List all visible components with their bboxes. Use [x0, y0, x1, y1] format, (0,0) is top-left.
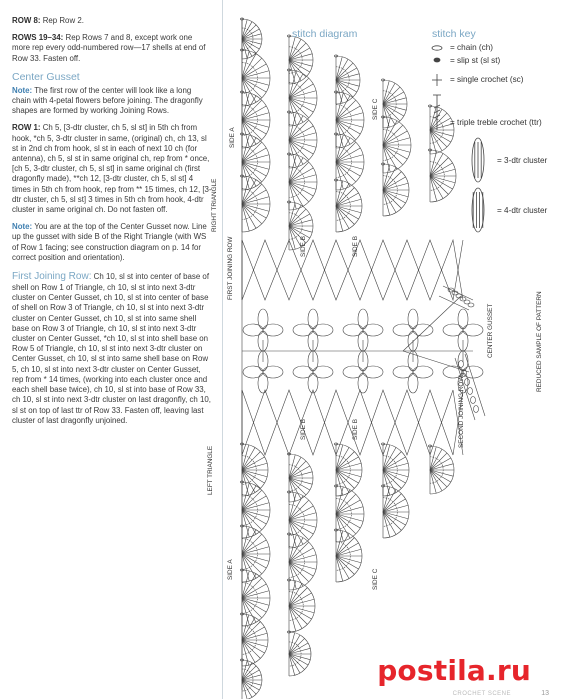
shell [428, 445, 454, 494]
shell [287, 153, 317, 210]
stitch-diagram [223, 0, 561, 699]
sample-link [403, 296, 461, 351]
brand-watermark: postila.ru [377, 654, 531, 687]
shell [240, 659, 262, 699]
label-first-joining: FIRST JOINING ROW [227, 236, 234, 300]
first-joining-heading: First Joining Row: [12, 271, 92, 283]
cluster-symbol [472, 188, 484, 232]
shell-fans [240, 18, 456, 699]
first-joining-paragraph [12, 270, 212, 426]
reduced-sample-strip [403, 286, 485, 420]
shell [334, 529, 362, 582]
label-side-c-top: SIDE C [372, 98, 379, 120]
row1-paragraph [12, 123, 212, 215]
label-second-joining: SECOND JOINING ROW [458, 375, 465, 448]
label-side-b-4: SIDE B [352, 419, 359, 440]
shell [287, 453, 313, 502]
rows19-label: ROWS 19–34: [12, 33, 64, 43]
key-title: stitch key [432, 28, 476, 40]
shell [381, 163, 409, 216]
note2-paragraph [12, 222, 212, 263]
footer-publication: CROCHET SCENE [452, 691, 511, 697]
slip-stitch-symbol [434, 58, 440, 62]
label-side-a-bottom: SIDE A [227, 559, 234, 580]
shell [334, 179, 362, 232]
row8-paragraph [12, 16, 212, 26]
shell [428, 105, 454, 154]
note1-text: The first row of the center will look like a long chain with 4-petal flowers before joining. The dragonfly shapes are formed by working Joining Rows. [12, 85, 203, 116]
note1-paragraph [12, 86, 212, 117]
shell [240, 18, 262, 59]
instructions-column [12, 16, 212, 433]
row8-text: Rep Row 2. [40, 16, 84, 25]
label-side-a-top: SIDE A [229, 127, 236, 148]
shell [428, 149, 456, 202]
label-side-c-bottom: SIDE C [372, 568, 379, 590]
label-reduced-sample: REDUCED SAMPLE OF PATTERN [536, 291, 543, 392]
chain-symbol [432, 46, 442, 50]
shell [240, 443, 268, 496]
cluster-symbol [472, 138, 484, 182]
shell [287, 579, 315, 632]
label-side-b-3: SIDE B [300, 419, 307, 440]
diagram-title: stitch diagram [292, 28, 358, 40]
first-joining-text: Ch 10, sl st into center of base of shell on Row 1 of Triangle, ch 10, sl st into next 3-dtr cluster on Center Gusset, ch 10, sl st into center of base of shell on Row 3 of Triangle, ch 10, sl st into next 3-dtr cluster on Center Gusset, ch 10, sl st into same shell base on Row 3 of Triangle, ch 10, sl st into next 3-dtr cluster on Center Gusset, *ch 10, sl st into shell base on Row 5 of Triangle, ch 10, sl st into next 3-dtr cluster on Center Gusset, ch 10, sl st into same shell base on Row 5, ch 10, sl st into next 3-dtr cluster on Center Gusset, rep from * 14 times, (working into each cluster once and each shell base twice), ch 10, sl st into base of Row 33, ch 10, sl st into next 3-dtr cluster on last dragonfly, ch 10, sl st on top of last ttr of Row 33. Fasten off, leaving last cluster of last dragonfly unjoined. [12, 272, 211, 425]
label-side-b-2: SIDE B [352, 236, 359, 257]
sample-chain [465, 379, 470, 386]
shell [287, 631, 311, 676]
shell [381, 79, 407, 128]
label-right-triangle: RIGHT TRIANGLE [211, 178, 218, 232]
note2-text: You are at the top of the Center Gusset now. Line up the gusset with side B of the Right Triangle (with WS of Row 1 facing; see construction diagram on p. 14 for correct position and orientation). [12, 222, 207, 262]
center-gusset-heading: Center Gusset [12, 70, 80, 83]
shell [334, 133, 364, 190]
shell [287, 533, 317, 590]
rows19-text: Rep Rows 7 and 8, except work one more rep every odd-numbered row—17 shells at end of Row 33. Fasten off. [12, 33, 206, 63]
shell [287, 35, 313, 84]
key-ttr-label: = triple treble crochet (ttr) [450, 118, 542, 127]
key-chain-label: = chain (ch) [450, 43, 494, 52]
label-left-triangle: LEFT TRIANGLE [207, 445, 214, 495]
sample-chain [468, 303, 474, 307]
key-sc-label: = single crochet (sc) [450, 75, 524, 84]
shell [334, 55, 360, 104]
shell [240, 175, 270, 232]
row1-text: Ch 5, [3-dtr cluster, ch 5, sl st] in 5th ch from hook, *ch 5, 3-dtr cluster in same, (original) ch, ch 13, sl st in 2nd ch from hook, sl st in each of next 10 ch (for antenna), ch 5, sl st in same original ch, rep from * once, [ch 5, 3-dtr cluster, ch 5, sl st] in same original ch (first dragonfly made), **ch 12, [3-dtr cluster, ch 5, sl st] 4 times in 5th ch from hook, rep from ** 15 times, ch 12, [3-dtr cluster, ch 5, sl st] 3 times in 5th ch from hook, 4-dtr cluster in same original ch. Do not fasten off. [12, 123, 212, 215]
shell [334, 443, 362, 496]
shell [381, 443, 409, 496]
note1-label: Note: [12, 85, 33, 95]
note2-label: Note: [12, 222, 33, 232]
sample-chain [459, 361, 464, 368]
rows19-paragraph [12, 33, 212, 64]
row1-label: ROW 1: [12, 123, 41, 133]
sample-chain [474, 406, 479, 413]
sample-chain [471, 397, 476, 404]
label-side-b-1: SIDE B [300, 236, 307, 257]
dragonfly-flowers [242, 309, 483, 393]
key-3dtr-label: = 3-dtr cluster [497, 156, 548, 165]
key-4dtr-label: = 4-dtr cluster [497, 206, 548, 215]
row8-label: ROW 8: [12, 16, 41, 25]
page-number: 13 [541, 690, 549, 697]
label-center-gusset: CENTER GUSSET [487, 303, 494, 358]
sample-chain [468, 388, 473, 395]
key-slip-label: = slip st (sl st) [450, 56, 501, 65]
shell [240, 613, 268, 666]
